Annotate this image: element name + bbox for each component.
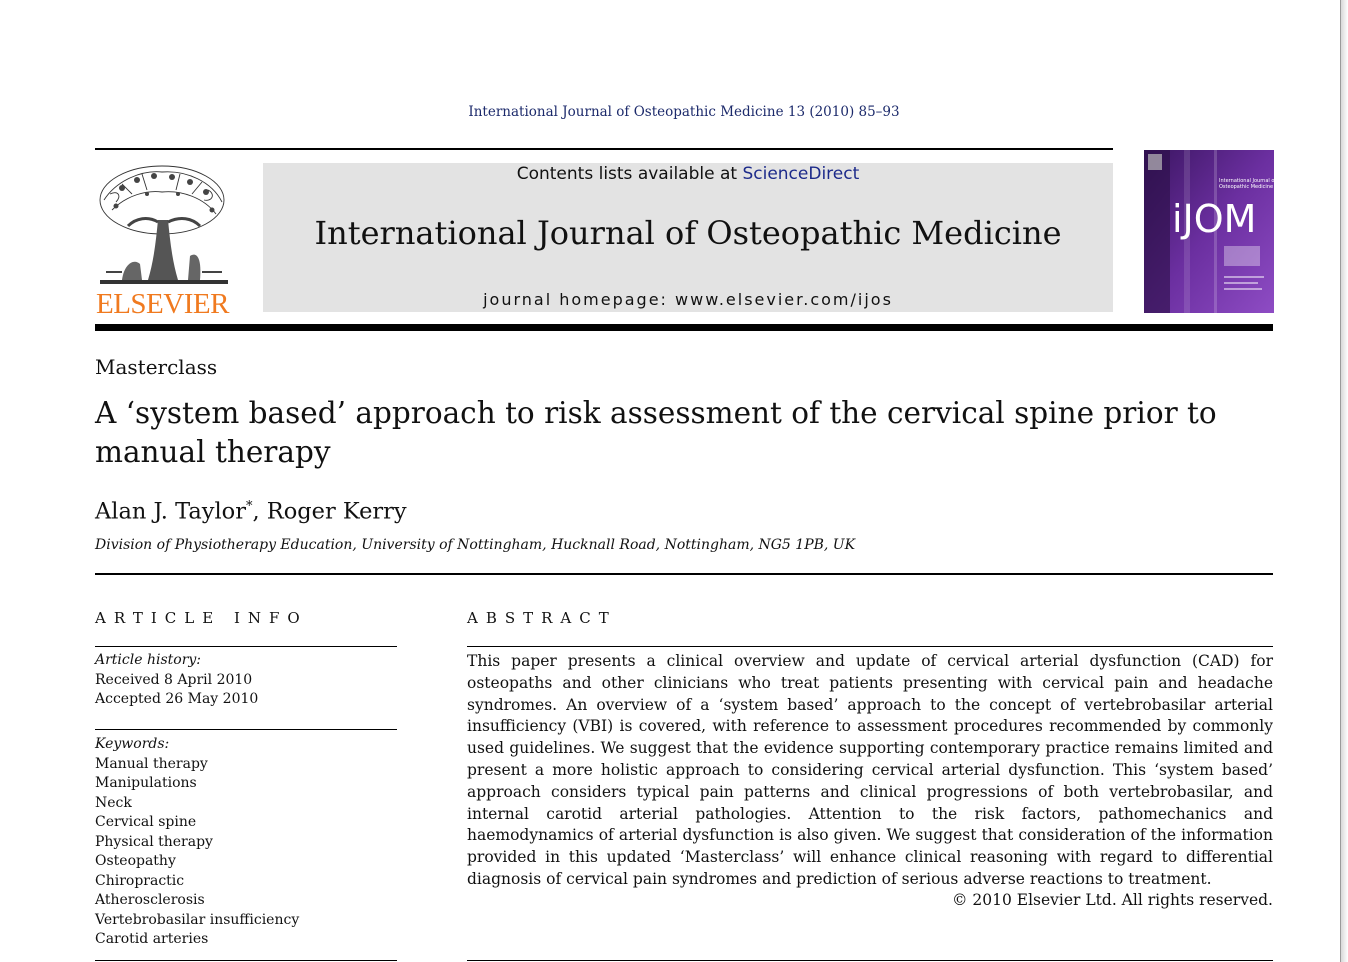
cover-journal-name-2: Osteopathic Medicine [1219, 184, 1274, 190]
header-bottom-rule [95, 324, 1273, 331]
author-1[interactable]: Alan J. Taylor [95, 498, 246, 525]
article-title: A ‘system based’ approach to risk assessment of the cervical spine prior to manual therapy [95, 396, 1217, 469]
journal-cover-thumbnail [1144, 150, 1274, 313]
abstract-heading: ABSTRACT [467, 609, 617, 627]
keyword-item: Cervical spine [95, 814, 197, 830]
article-info-top-rule [95, 646, 397, 647]
title-block-rule [95, 573, 1273, 575]
keyword-item: Osteopathy [95, 853, 176, 869]
header-top-rule [95, 148, 1113, 150]
page-edge-shadow [1341, 0, 1348, 962]
keyword-item: Carotid arteries [95, 931, 209, 947]
article-history [95, 651, 258, 710]
abstract-bottom-rule [467, 960, 1273, 961]
keywords-label: Keywords: [95, 736, 170, 752]
history-received: Received 8 April 2010 [95, 671, 253, 688]
abstract-text: This paper presents a clinical overview and update of cervical arterial dysfunction (CAD) for osteopaths and other clinicians who treat patients presenting with cervical pain and headache syndromes. An overview of a ‘system based’ approach to the concept of vertebrobasilar arterial insufficiency (VBI) is covered, with reference to assessment procedures recommended by commonly used guidelines. We suggest that the evidence supporting contemporary practice remains limited and present a more holistic approach to considering cervical arterial dysfunction. This ‘system based’ approach considers typical pain patterns and clinical progressions of both vertebrobasilar, and internal carotid arterial pathologies. Attention to the risk factors, pathomechanics and haemodynamics of arterial dysfunction is also given. We suggest that consideration of the information provided in this updated ‘Masterclass’ will enhance clinical reasoning with regard to differential diagnosis of cervical pain syndromes and prediction of serious adverse reactions to treatment. [467, 652, 1273, 888]
article-history-label: Article history: [95, 652, 202, 668]
copyright-notice: © 2010 Elsevier Ltd. All rights reserved. [951, 891, 1273, 909]
keywords-list [95, 735, 299, 950]
article-info-divider [95, 729, 397, 730]
author-affiliation: Division of Physiotherapy Education, University of Nottingham, Hucknall Road, Nottingham, NG5 1PB, UK [95, 537, 856, 553]
keyword-item: Vertebrobasilar insufficiency [95, 911, 300, 928]
keyword-item: Chiropractic [95, 872, 185, 889]
journal-citation: International Journal of Osteopathic Medicine 13 (2010) 85–93 [468, 104, 900, 120]
journal-title: International Journal of Osteopathic Medicine [314, 214, 1062, 252]
keyword-item: Physical therapy [95, 833, 213, 850]
article-info-bottom-rule [95, 960, 397, 961]
keyword-item: Neck [95, 794, 132, 811]
history-accepted: Accepted 26 May 2010 [95, 691, 259, 707]
keyword-item: Atherosclerosis [95, 892, 205, 908]
keyword-item: Manipulations [95, 775, 197, 791]
contents-available-line [263, 164, 1113, 184]
article-section-type: Masterclass [95, 355, 218, 379]
author-2[interactable]: , Roger Kerry [252, 498, 407, 525]
elsevier-wordmark: ELSEVIER [96, 288, 229, 320]
cover-journal-name-1: International Journal of [1219, 178, 1274, 184]
journal-homepage[interactable]: journal homepage: www.elsevier.com/ijos [483, 290, 893, 309]
abstract-top-rule [467, 646, 1273, 647]
article-info-heading: ARTICLE INFO [95, 609, 308, 627]
cover-ijom-logo: iJOM [1172, 197, 1257, 241]
corresponding-author-mark[interactable]: * [245, 499, 253, 514]
article-authors [95, 493, 407, 526]
sciencedirect-link[interactable]: ScienceDirect [742, 164, 860, 184]
keyword-item: Manual therapy [95, 755, 208, 772]
contents-prefix: Contents lists available at [516, 164, 743, 184]
